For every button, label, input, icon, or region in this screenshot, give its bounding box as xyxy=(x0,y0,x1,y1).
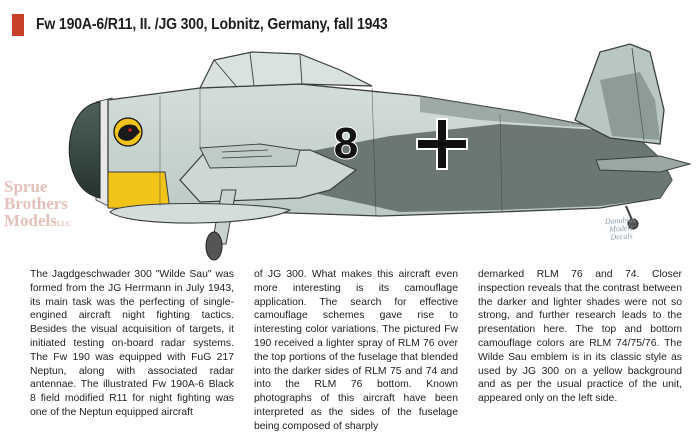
decal-maker-signature xyxy=(590,215,652,243)
description-column-3: demarked RLM 76 and 74. Closer inspection reveals that the contrast between the darker and lighter shades were not so strong, and further research leads to the presentation here. The top and bottom camouflage colors are RLM 74/75/76. The Wilde Sau emblem is in its classic style as used by JG 300 on a yellow background and as per the usual practice of the unit, appeared only on the left side. xyxy=(478,269,682,405)
watermark xyxy=(4,178,71,233)
watermark-line-1: Sprue xyxy=(4,177,48,196)
canopy xyxy=(200,52,372,88)
watermark-suffix: LLC xyxy=(56,220,72,228)
description-column-2: of JG 300. What makes this aircraft even more interesting is its camouflage application. The search for effective camouflage schemes gave rise to interesting color variations. The pictured Fw 190 received a lighter spray of RLM 76 over the top portions of the fuselage that blended into the darker sides of RLM 75 and 74 and into the RLM 76 bottom. Known photographs of this aircraft have been interpreted as the sides of the fuselage being composed of sharply xyxy=(254,269,458,432)
watermark-line-2: Brothers xyxy=(4,194,68,213)
description-column-1: The Jagdgeschwader 300 "Wilde Sau" was formed from the JG Herrmann in July 1943, its main task was the perfecting of single-engined aircraft night fighting tactics. Besides the visual acquisition of targets, it initiated testing on-board radar systems. The Fw 190 was equipped with FuG 217 Neptun, along with associated radar antennae. The illustrated Fw 190A-6 Black 8 field modified R11 for night fighting was one of the Neptun equipped aircraft xyxy=(30,269,234,418)
drop-tank xyxy=(110,204,290,224)
propeller-spinner xyxy=(69,102,100,198)
signature-line-2: Models xyxy=(608,223,634,234)
watermark-line-3 xyxy=(4,212,71,233)
main-wheel xyxy=(206,232,222,260)
page-header xyxy=(12,14,436,36)
boar-eye-icon xyxy=(128,128,131,131)
fuselage-number: 8 xyxy=(333,119,359,168)
signature-line-1: Danubius xyxy=(604,214,637,227)
signature-line-3: Decals xyxy=(610,231,633,242)
wing-fairing xyxy=(200,144,300,168)
description-columns xyxy=(30,268,682,432)
watermark-line-3-text: Models xyxy=(4,211,57,230)
title-accent-bar xyxy=(12,14,24,36)
page-title: Fw 190A-6/R11, II. /JG 300, Lobnitz, Germany, fall 1943 xyxy=(36,16,388,33)
